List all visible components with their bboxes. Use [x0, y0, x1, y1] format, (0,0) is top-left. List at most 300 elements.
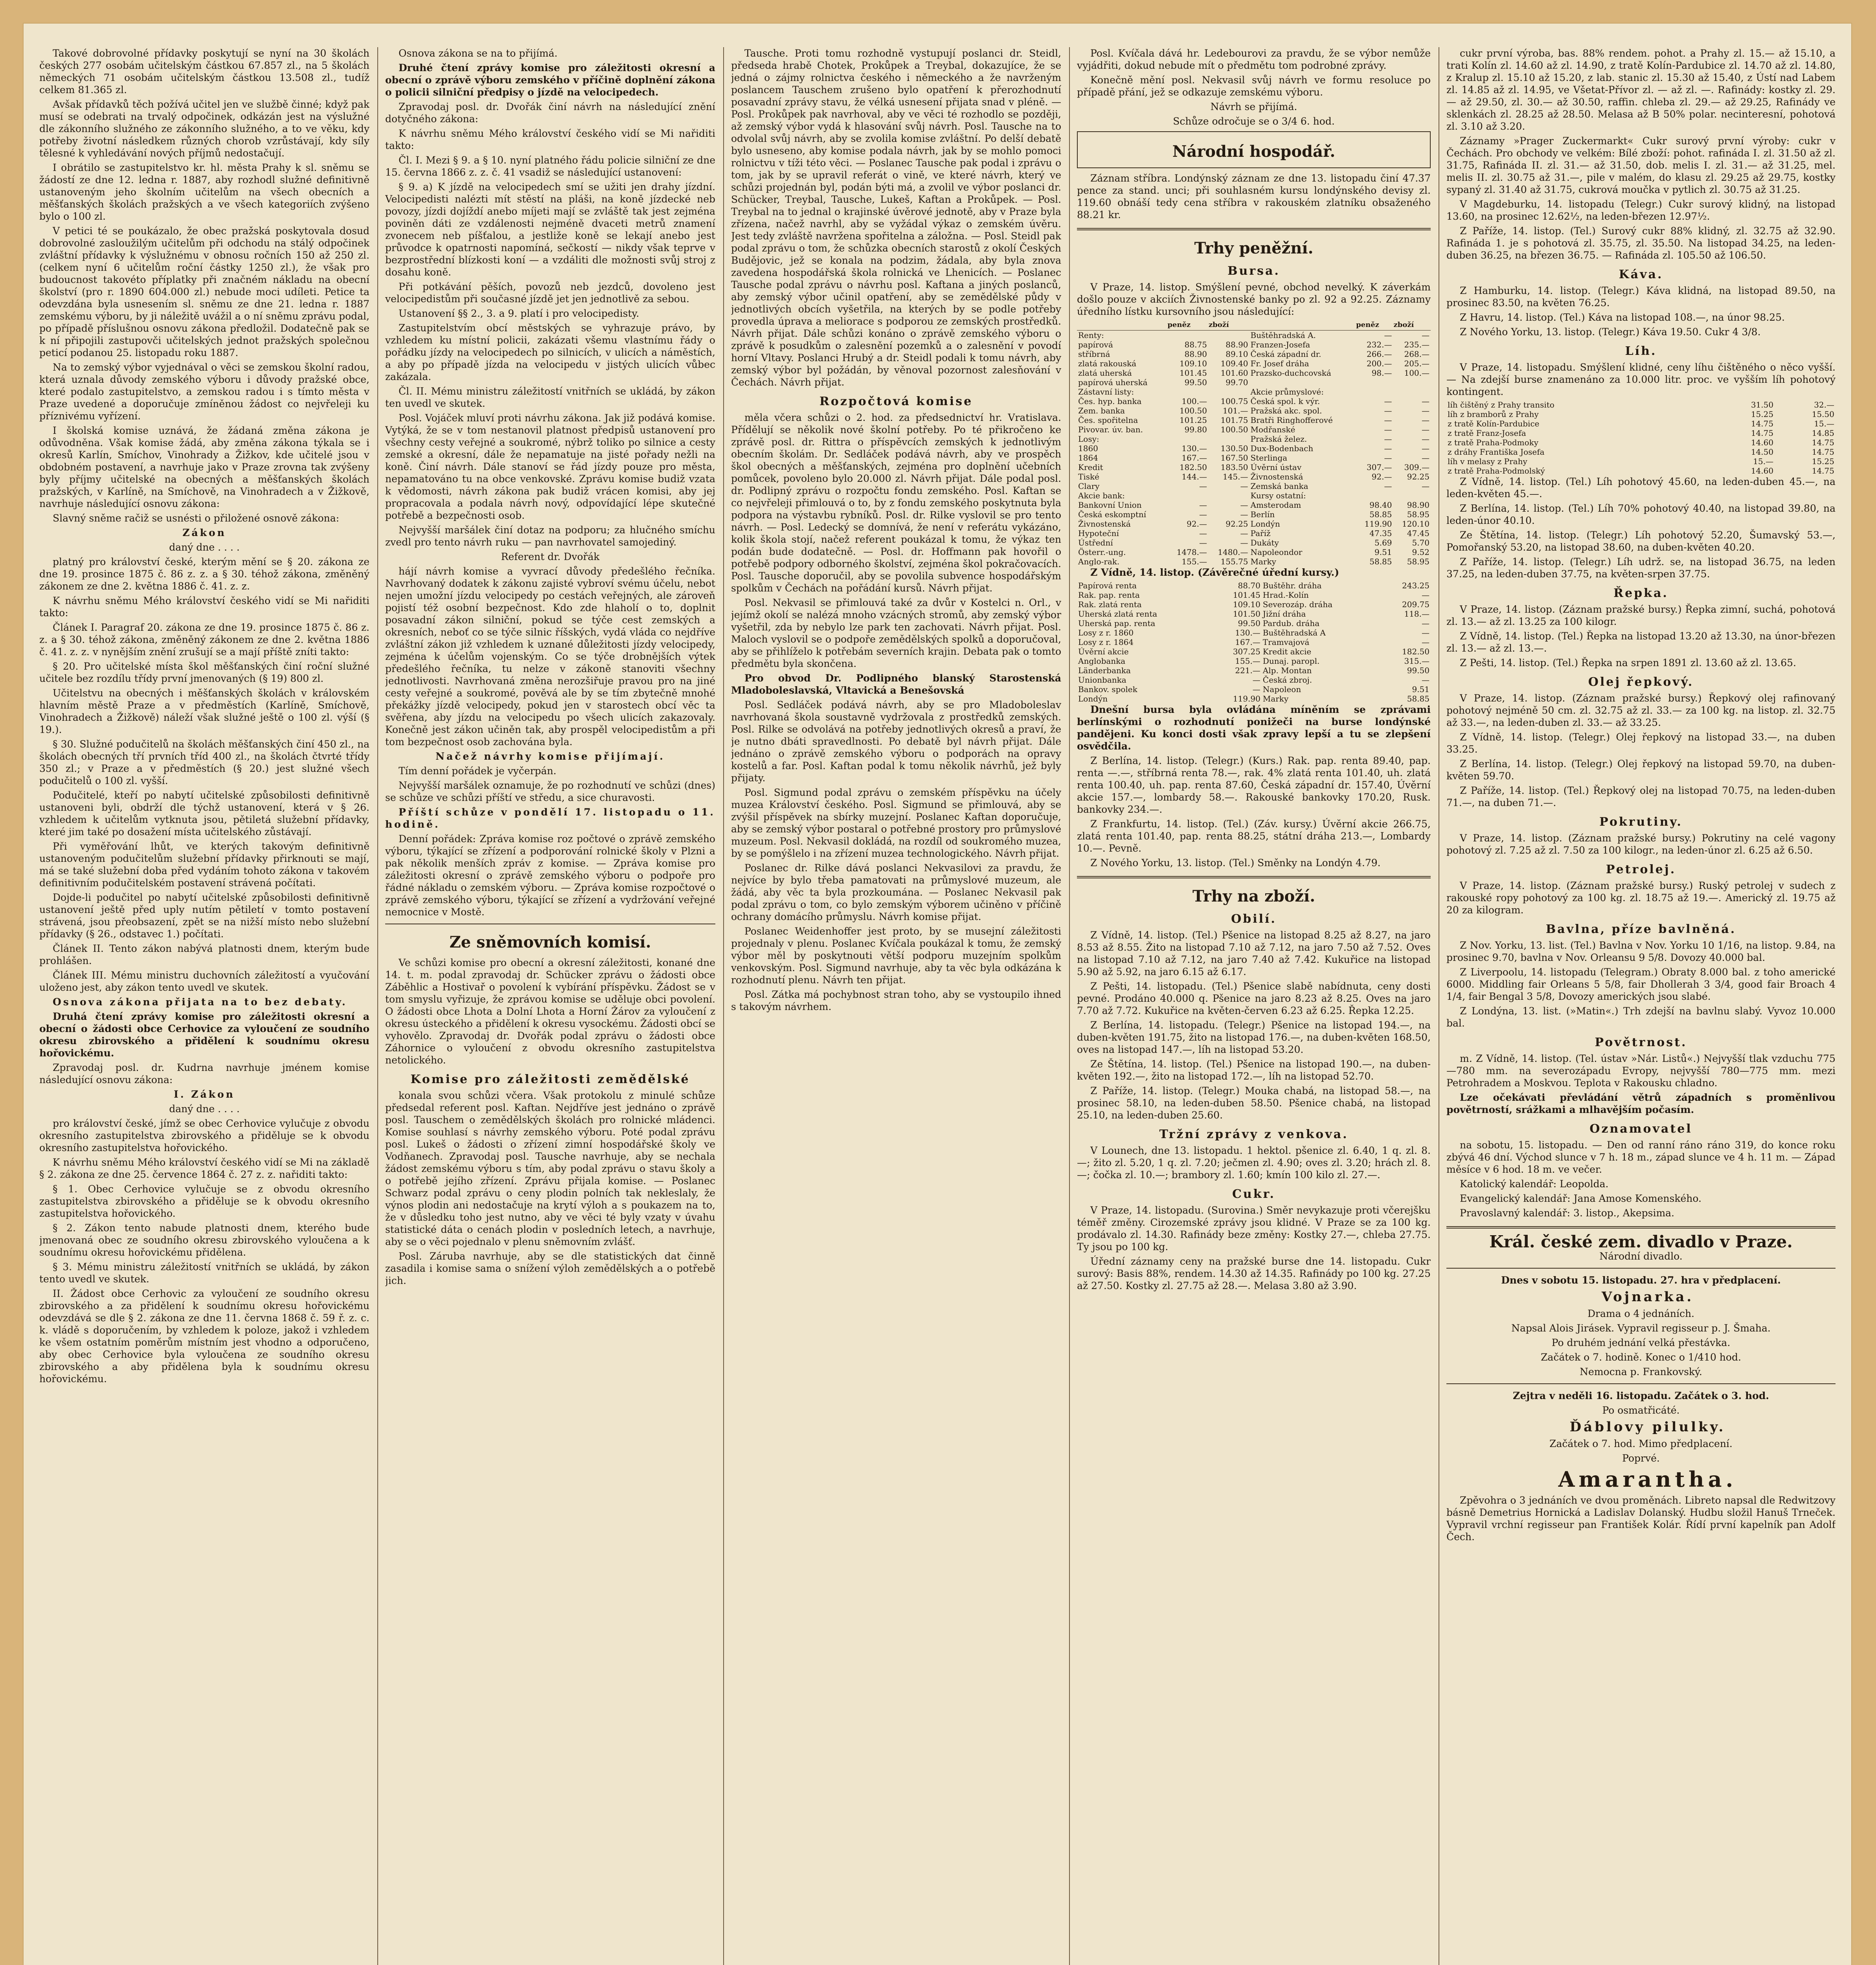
table-cell: —: [1240, 529, 1248, 538]
paragraph: Z Havru, 14. listop. (Tel.) Káva na listopad 108.—, na únor 98.25.: [1460, 312, 1785, 323]
table-row: [1446, 428, 1836, 438]
paragraph: Záznamy »Prager Zuckermarkt« Cukr surový první výroby: cukr v Čechách. Pro obchody ve velkém: Bílé zboží: pohot. rafináda I. zl. 31.50 až zl. 31.75, Rafináda II. zl. 31.— až 31.50, dob. melis I. zl. 31.— až 31.25, mel. melis II. zl. 30.75 až 31.—, pile v malém, do klasu zl. 29.25 až 29.75, kostky sypaný zl. 31.40 až 31.75, cukrová moučka v pytlich zl. 30.75 až 31.25.: [1446, 135, 1836, 195]
table-cell: 58.95: [1407, 510, 1430, 519]
table-cell: 47.45: [1407, 529, 1430, 538]
table-cell: 58.95: [1407, 557, 1430, 566]
subsection-heading: Cukr.: [1232, 1187, 1275, 1201]
table-cell: 5.69: [1374, 538, 1392, 547]
table-row: [1077, 600, 1431, 609]
table-row: [1446, 466, 1836, 476]
table-row: [1077, 349, 1431, 359]
table-row: [1446, 447, 1836, 457]
program-line: Drama o 4 jednáních.: [1587, 1308, 1694, 1319]
table-row: [1077, 685, 1431, 694]
table-cell: 32.—: [1814, 400, 1834, 410]
subsection-heading: Oznamovatel: [1589, 1122, 1692, 1136]
table-cell: 130.—: [1235, 628, 1260, 637]
section-heading: Národní hospodář.: [1172, 142, 1336, 161]
table-cell: 14.50: [1751, 447, 1774, 457]
table-cell: 58.85: [1407, 694, 1430, 703]
column-2: [385, 47, 715, 1965]
table-cell: Bankov. spolek: [1078, 685, 1137, 694]
column-1: [39, 47, 369, 1965]
table-cell: 15.—: [1814, 419, 1834, 428]
paragraph: Nejvyšší maršálek činí dotaz na podporu; za hlučného smíchu zvedl pro tento návrh ruku — pan navrhovatel samojediný.: [385, 524, 715, 548]
paragraph: Zastupitelstvím obcí městských se vyhrazuje právo, by vzhledem ku místní policii, zakázati všemu vlastnímu řády o pořádku jízdy na velocipedech po silnicích, v ulicích a náměstích, a aby po případě jízda na velocipedu v jistých ulicích vůbec zakázala.: [385, 322, 715, 382]
table-row: [1077, 472, 1431, 481]
table-cell: 15.—: [1753, 457, 1774, 466]
table-cell: zlatá rakouská: [1078, 359, 1137, 368]
table-cell: Londýn: [1078, 694, 1108, 703]
table-cell: 47.35: [1369, 529, 1392, 538]
paragraph: V Magdeburku, 14. listopadu (Telegr.) Cukr surový klidný, na listopad 13.60, na prosinec 12.62½, na leden-březen 12.97½.: [1446, 198, 1836, 222]
table-cell: 99.50: [1238, 619, 1260, 628]
table-cell: 155.75: [1220, 557, 1248, 566]
paragraph: Ze Štětína, 14. listop. (Telegr.) Líh pohotový 52.20, Šumavský 53.—, Pomořanský 53.20, na listopad 38.60, na duben-květen 40.20.: [1446, 529, 1836, 553]
table-row: [1077, 387, 1431, 397]
table-cell: —: [1384, 331, 1392, 340]
table-row: [1077, 581, 1431, 590]
table-cell: 101.25: [1179, 415, 1207, 425]
table-cell: 232.—: [1366, 340, 1392, 349]
table-cell: z tratě Praha-Podmolský: [1448, 466, 1545, 476]
subsection-heading: Tržní zprávy z venkova.: [1159, 1128, 1349, 1141]
table-cell: —: [1199, 500, 1207, 510]
theatre-heading: Král. české zem. divadlo v Praze.: [1489, 1232, 1793, 1251]
table-cell: [1356, 491, 1393, 500]
table-cell: Franzen-Josefa: [1250, 340, 1310, 349]
table-cell: 99.70: [1226, 378, 1248, 387]
subsection-heading: Olej řepkový.: [1588, 675, 1694, 689]
table-cell: 235.—: [1404, 340, 1430, 349]
section-heading: Trhy na zboží.: [1192, 887, 1316, 905]
table-cell: Živnostenská: [1078, 519, 1131, 529]
table-cell: —: [1422, 675, 1430, 685]
law-heading: Zákon: [182, 527, 226, 538]
table-row: [1077, 444, 1431, 453]
table-cell: Akcie průmyslové:: [1250, 387, 1324, 397]
table-header-cell: zboží: [1393, 320, 1431, 331]
table-cell: 155.—: [1235, 656, 1260, 666]
table-cell: 88.75: [1184, 340, 1207, 349]
table-cell: Česká eskomptní: [1078, 510, 1147, 519]
table-cell: 9.51: [1374, 547, 1392, 557]
vienna-rates-table: [1077, 581, 1431, 703]
table-cell: 14.75: [1812, 447, 1834, 457]
table-cell: [1249, 378, 1356, 387]
table-body: [1446, 400, 1836, 476]
table-cell: Buštěhr. dráha: [1262, 581, 1322, 590]
subsection-heading: Pokrutiny.: [1599, 815, 1683, 829]
table-cell: Bratři Ringhofferové: [1250, 415, 1333, 425]
paragraph: Posl. Kvíčala dává hr. Ledebourovi za pravdu, že se výbor nemůže vyjádřiti, dokud nebude mít o předmětu tom podrobné zprávy.: [1077, 48, 1431, 71]
play-title: Vojnarka.: [1601, 1289, 1694, 1305]
paragraph: Na to zemský výbor vyjednával o věci se zemskou školní radou, která uznala důvody zemského výboru i důvody pražské obce, které podalo zastupitelstvo, a zemskou radou i s tímto města v Praze uvedené a doporučuje zmíněnou žádost co nejvřeleji ku příznivému vyřízení.: [39, 362, 369, 422]
paragraph: Schůze odročuje se o 3/4 6. hod.: [1173, 116, 1335, 127]
paragraph: Slavný sněme račiž se usnésti o přiložené osnově zákona:: [53, 512, 340, 524]
paragraph: § 30. Služné podučitelů na školách měšťanských činí 450 zl., na školách obecných tří prvních tříd 400 zl., na školách čtvrté třídy 350 zl.; v Praze a v předměstích (§ 20.) jest služné všech podučitelů o 100 zl. vyšší.: [39, 738, 369, 786]
subsection-heading: Káva.: [1619, 268, 1663, 281]
subsection-heading: Komise pro záležitosti zemědělské: [410, 1072, 690, 1086]
paragraph: Konečně mění posl. Nekvasil svůj návrh ve formu resoluce po případě přání, jež se odkazuje zemskému výboru.: [1077, 74, 1431, 98]
table-cell: 167.—: [1181, 453, 1207, 463]
table-cell: Bankovní Union: [1078, 500, 1142, 510]
paragraph: Tausche. Proti tomu rozhodně vystupují poslanci dr. Steidl, předseda hrabě Chotek, Prokůpek a Treybal, dokazujíce, že se jedná o zájmy rolnictva českého i německého a že navrženým poslancem Tauschem zrušeno bylo opatření k přerozhodnutí posavadní zprávy stavu, že vélká usnesení přijata snad v pléně. — Posl. Prokůpek pak navrhoval, aby ve věci té rozhodlo se později, až zemský výbor vydá k hlasování svůj návrh. Posl. Tausche na to odvolal svůj návrh, aby se zvolila komise zvláštní. Po delší debatě bylo usneseno, aby komise podala návrh, jak by se mohlo pomoci rolnictvu v tíži této věci. — Poslanec Tausche pak podal i zprávu o tom, jak by se upravil referát o vině, ve které návrh, který ve schůzi projednán byl, podán býti má, a zvolil ve výbor poslanci dr. Schücker, Treybal, Tausche, Lukeš, Kaftan a Prokůpek. — Posl. Treybal na to jednal o krajinské úvěrové jednotě, aby v Praze byla zřízena, načež navrhl, aby se vyžádal výkaz o zemském úvěru. Jest tedy zvláště navržena spořitelna a záložna. — Posl. Steidl pak podal zprávu o tom, že schůzka obecních starostů z okolí Českých Budějovic, jež se konala na podzim, žádala, aby byla znova zavedena hospodářská škola rolnická ve Lhenicích. — Poslanec Tausche podal zprávu o návrhu posl. Kaftana a jiných poslanců, aby zemský výbor učinil opatření, aby se zemědělské půdy v jednotlivých obcích vyšetřila, na kterých by se podle potřeby provedla úprava a meliorace s podporou ze zemských prostředků. Návrh přijat. Dále schůzi konáno o zprávě zemského výboru o zprávě k posudkům o zalesnění pozemků a o zalesnění v povodí horní Vltavy. Poslanci Hrubý a dr. Steidl podali k tomu návrh, aby zemský výbor byl požádán, by věnoval pozornost zalesňování v Čechách. Návrh přijat.: [731, 48, 1061, 388]
table-cell: —: [1240, 481, 1248, 491]
column-5: [1446, 47, 1836, 1965]
table-row: [1077, 368, 1431, 378]
table-row: [1077, 331, 1431, 340]
paragraph: Ze Štětína, 14. listop. (Tel.) Pšenice na listopad 190.—, na duben-květen 192.—, žito na listopad 172.—, líh na listopad 52.70.: [1077, 1058, 1431, 1082]
paragraph: K návrhu sněmu Mého království českého vidí se Mi nařiditi takto:: [385, 128, 715, 151]
law-heading: I. Zákon: [174, 1089, 235, 1100]
table-cell: [1167, 434, 1208, 444]
paragraph: Osnova zákona se na to přijímá.: [399, 48, 558, 59]
paragraph: V Praze, 14. listop. (Záznam pražské bursy.) Pokrutiny na celé vagony pohotový zl. 7.25 až zl. 7.50 za 100 kilogr., na leden-únor zl. 6.25 až 6.50.: [1446, 832, 1836, 856]
table-cell: —: [1422, 619, 1430, 628]
table-cell: Buštěhradská A: [1262, 628, 1326, 637]
table-cell: 98.90: [1407, 500, 1430, 510]
table-cell: [1356, 387, 1393, 397]
paragraph: § 20. Pro učitelské místa škol měšťanských činí roční služné učitele bez rozdílu třídy první jmenovaných (§ 19) 800 zl.: [39, 661, 369, 684]
table-cell: Papírová renta: [1078, 581, 1137, 590]
paragraph: § 1. Obec Cerhovice vylučuje se z obvodu okresního zastupitelstva zbirovského a přiděluje se k obvodu okresního zastupitelstva hořovického.: [39, 1183, 369, 1219]
paragraph: § 9. a) K jízdě na velocipedech smí se užiti jen drahy jízdní. Velocipedisti nalézti mít stěstí na pláši, na koně jízdecké neb povozy, jízdi dojíždí anebo míjeti mají se zvláště tak jest zejména poviněn dáti ze vzdálenosti nejméně dvaceti metrů znamení zvonecem neb píšťalou, a jestliže koně se lekají anebo jest průvodce k opatrnosti napomíná, sečkostí — nikdy však teprve v bezprostřední blízkosti koní — a vzdáliti dle možnosti svůj stroj z dosahu koně.: [385, 181, 715, 278]
table-cell: Modřanské: [1250, 425, 1295, 434]
table-cell: [1356, 378, 1393, 387]
table-row: [1077, 463, 1431, 472]
paragraph: Osnova zákona přijata na to bez debaty.: [53, 996, 347, 1008]
speaker-heading: Referent dr. Dvořák: [501, 551, 600, 562]
paragraph: Při vyměřování lhůt, ve kterých takovým definitivně ustanoveným podučitelům služební přídavky přirknouti se mají, má se také služební doba před vydáním tohoto zákona v takovém definitivním podučitelském postavení strávená počítati.: [39, 841, 369, 889]
table-cell: 315.—: [1404, 656, 1430, 666]
paragraph: Posl. Nekvasil se přimlouvá také za dvůr v Kostelci n. Orl., v jejímž okolí se nalézá mnoho vzácných stromů, aby zemský výbor vyšetřil, zda by nebylo lze park ten zachovati. Návrh přijat. Posl. Maloch vyslovil se o podpoře zemědělských spolků a doporučoval, aby se přihlíželo k potřebám severních krajin. Debata pak o tomto předmětu byla skončena.: [731, 597, 1061, 669]
table-row: [1446, 410, 1836, 419]
theatre-subheading: Národní divadlo.: [1599, 1251, 1683, 1262]
table-row: [1077, 675, 1431, 685]
table-cell: Úvěrní ústav: [1250, 463, 1302, 472]
column-divider: [1069, 47, 1070, 1965]
program-line: Poprvé.: [1622, 1453, 1660, 1464]
section-heading: Trhy peněžní.: [1194, 239, 1314, 257]
table-cell: 88.90: [1226, 340, 1248, 349]
table-cell: 266.—: [1366, 349, 1392, 359]
table-header-cell: peněz: [1167, 320, 1208, 331]
table-cell: 89.10: [1226, 349, 1248, 359]
table-cell: 14.60: [1751, 438, 1774, 447]
paragraph: hájí návrh komise a vyvrací důvody předešlého řečníka. Navrhovaný dodatek k zákonu zajisté vybroví svému účelu, nebot nejen umožní jízdu velocipedy po cestách veřejných, ale zároveň pojistí též osobní bezpečnost. Kdo zde hlaholí o to, doplnit posavadní zákon silniční, pokud se týče cest zemských a okresních, neboť co se týče silnic říšských, vydá vláda co nejdříve zvláštní zákon již vzhledem k uznané důležitosti jízdy velocipedy, zejména k účelům vojenským. Co se týče drobnějších výtek předešlého řečníka, tu nelze v zákoně stanoviti všechny jednotlivosti. Navrhovaná změna nerozšiřuje pravou pro na jiné cesty veřejné a soukromé, pověvá ale by se tím zbytečně mnohé překážky jízdě velocipedy, pokud jen v starostech obcí věc ta svěřena, aby jízdu na velocipedu po všech ulicích zakazovaly. Konečně jest zákon učiněn tak, aby prospěl velocipedistům a při tom bezpečnost osob zachována byla.: [385, 566, 715, 747]
table-cell: Renty:: [1078, 331, 1104, 340]
table-cell: 98.40: [1369, 500, 1392, 510]
program-line: Napsal Alois Jirásek. Vypravil regisseur p. J. Šmaha.: [1511, 1322, 1771, 1334]
table-cell: —: [1384, 425, 1392, 434]
column-divider: [377, 47, 378, 1965]
table-row: [1077, 609, 1431, 619]
paragraph: Čl. I. Mezi § 9. a § 10. nyní platného řádu policie silniční ze dne 15. června 1866 z. z. č. 41 vsadiž se následující ustanovení:: [385, 154, 715, 178]
paragraph: V petici té se poukázalo, že obec pražská poskytovala dosud dobrovolné zasloužilým učitelům při odchodu na stálý odpočinek zvláštní přídavky k výslužnému v obnosu ročních 150 až 250 zl. (celkem nyní 6 učitelům roční částky 1250 zl.), že však pro budoucnost takovéto příplatky při značném nákladu na obecní školství (pro r. 1890 604.000 zl.) nebude moci udíleti. Petice ta odevzdána byla usnesením sl. sněmu ze dne 21. ledna r. 1887 zemskému výboru, by ji náležitě uvážil a o ní sněmu zprávu podal, po případě příslušnou osnovu zákona předložil. Dodatečně pak se k ní připojili zastupovči učitelských jednot pražských společnou peticí podanou 25. listopadu roku 1887.: [39, 225, 369, 358]
table-cell: Amsterodam: [1250, 500, 1301, 510]
paragraph: měla včera schůzi o 2. hod. za předsednictví hr. Vratislava. Přídělují se několik nové školní potřeby. Po té přikročeno ke zprávě posl. dr. Rittra o příspěvcích zemských k jednotlivým obecním školám. Dr. Sedláček podává návrh, aby ve prospěch škol obecných a měšťanských, zejména pro doplnění učebních pomůcek, povoleno bylo 20.000 zl. Návrh přijat. Dále podal posl. dr. Podlipný zprávu o rozpočtu fondu zemského. Posl. Kaftan se co nejvřeleji přimlouvá o to, by z fondu zemského poskytnuta byla podpora na výstavbu rybníků. Posl. dr. Rilke vyslovil se pro tento návrh. — Posl. Ledecký se domnívá, že není v referátu vykázáno, kolik škola stojí, načež referent poukázal k tomu, že výkaz ten podán bude dodatečně. — Posl. dr. Hoffmann pak hovořil o potřebě podpory odborného školství, zejména škol pokračovacích. Posl. Tausche doporučil, aby se povolila subvence hospodářským spolkům v Čechách na pořádání kursů. Návrh přijat.: [731, 412, 1061, 594]
paragraph: Podučitelé, kteří po nabytí učitelské způsobilosti definitivně ustanoveni byli, obdrží dle týchž ustanovení, která v § 26. vzhledem k učitelům vytknuta jsou, pětiletá služební přídavky, které jim také po dosažení místa učitelského zůstávají.: [39, 790, 369, 837]
spirits-prices-table: [1446, 400, 1836, 476]
table-cell: —: [1422, 331, 1430, 340]
paragraph: Posl. Vojáček mluví proti návrhu zákona. Jak již podává komise. Vytýká, že se v tom nestanovil platnost předpisů ustanovení pro všechny cesty veřejné a soukromé, nýbrž toliko po silnice a cesty zemské a okresní, dále že nepamatuje na jisté pořady nežli na koně. Činí návrh. Dále stanoví se řád jízdy pouze pro města, nepamatováno tu na obce venkovské. Zprávu komise budiž vzata k vědomosti, návrh zákona pak budiž vrácen komisi, aby jej propracovala a podala návrh nový, odpovídající lépe skutečné potřebě a bezpečnosti osob.: [385, 412, 715, 521]
paragraph: Ustanovení §§ 2., 3. a 9. platí i pro velocipedisty.: [399, 308, 639, 319]
paragraph: Posl. Sigmund podal zprávu o zemském příspěvku na účely muzea Království českého. Posl. Sigmund se přimlouvá, aby se zvýšil příspěvek na sbírky muzejní. Poslanec Kaftan doporučuje, aby se zemský výbor postaral o potřebné prostory pro průmyslové muzeum. Posl. Nekvasil dokládá, na rozdíl od soukromého muzea, by se pomýšlelo i na zřízení muzea technologického. Návrh přijat.: [731, 787, 1061, 859]
table-cell: 98.—: [1371, 368, 1392, 378]
paragraph: daný dne . . . .: [169, 542, 240, 553]
table-cell: Pivovar. úv. ban.: [1078, 425, 1143, 434]
paragraph: Druhé čtení zprávy komise pro záležitosti okresní a obecní o zprávě výboru zemského v příčině doplnění zákona o policii silniční předpisy o jízdě na velocipedech.: [385, 62, 715, 98]
paragraph: Z Nového Yorku, 13. listop. (Telegr.) Káva 19.50. Cukr 4 3/8.: [1460, 326, 1761, 338]
table-cell: Pražská želez.: [1250, 434, 1307, 444]
table-cell: Ústřední: [1078, 538, 1113, 547]
table-cell: 58.85: [1369, 510, 1392, 519]
table-cell: líh čištěný z Prahy transito: [1448, 400, 1554, 410]
table-cell: —: [1252, 685, 1260, 694]
table-cell: Alp. Montan: [1262, 666, 1312, 675]
table-cell: Unionbanka: [1078, 675, 1126, 685]
paragraph: Z Vídně, 14. listop. (Tel.) Řepka na listopad 13.20 až 13.30, na únor-březen zl. 13.— až zl. 13.—.: [1446, 630, 1836, 654]
table-cell: 88.90: [1184, 349, 1207, 359]
table-cell: —: [1422, 481, 1430, 491]
table-row: [1077, 656, 1431, 666]
paragraph: K návrhu sněmu Mého království českého vidí se Mi na základě § 2. zákona ze dne 25. července 1864 č. 27 z. z. nařiditi takto:: [39, 1157, 369, 1180]
table-cell: 109.10: [1179, 359, 1207, 368]
table-cell: líh v melasy z Prahy: [1448, 457, 1527, 466]
paragraph: Při potkávání pěších, povozů neb jezdců, dovoleno jest velocipedistům při současné jízdě jet jen jednotlivě za sebou.: [385, 281, 715, 305]
table-cell: 9.52: [1412, 547, 1430, 557]
table-cell: [1167, 491, 1208, 500]
program-line: Začátek o 7. hodině. Konec o 1/410 hod.: [1541, 1352, 1741, 1363]
paragraph: Z Frankfurtu, 14. listop. (Tel.) (Záv. kursy.) Úvěrní akcie 266.75, zlatá renta 101.40, pap. renta 88.25, státní dráha 213.—, Lombardy 10.—. Pevně.: [1077, 818, 1431, 854]
table-cell: Napoleon: [1262, 685, 1301, 694]
paragraph: Poslanec dr. Rilke dává poslanci Nekvasilovi za pravdu, že nejvíce by bylo třeba pamatovati na průmyslové muzeum, ale žádá, aby věc ta byla prozkoumána. — Poslanec Nekvasil pak podal zprávu o tom, co bylo zemským výborem učiněno v příčině ochrany domácího průmyslu. Návrh komise přijat.: [731, 862, 1061, 922]
table-cell: Kursy ostatní:: [1250, 491, 1306, 500]
paragraph: Lze očekávati převládání větrů západních s proměnlivou povětrností, srážkami a mlhavějším počasím.: [1446, 1092, 1836, 1115]
table-row: [1077, 557, 1431, 566]
table-cell: [1167, 387, 1208, 397]
table-cell: Kredit akcie: [1262, 647, 1312, 656]
table-cell: z tratě Franz-Josefa: [1448, 428, 1526, 438]
table-cell: 15.50: [1812, 410, 1834, 419]
table-cell: —: [1384, 397, 1392, 406]
table-cell: 14.75: [1812, 466, 1834, 476]
table-cell: 155.—: [1181, 557, 1207, 566]
table-row: [1077, 647, 1431, 656]
table-cell: —: [1422, 434, 1430, 444]
paragraph: Načež návrhy komise přijímají.: [435, 751, 665, 762]
table-row: [1077, 378, 1431, 387]
table-row: [1077, 619, 1431, 628]
table-cell: 15.25: [1812, 457, 1834, 466]
table-cell: 1860: [1078, 444, 1098, 453]
table-cell: Severozáp. dráha: [1262, 600, 1333, 609]
table-row: [1077, 666, 1431, 675]
column-3: [731, 47, 1061, 1965]
table-cell: 99.50: [1407, 666, 1430, 675]
table-cell: —: [1384, 481, 1392, 491]
paragraph: Z Vídně, 14. listop. (Závěrečné úřední kursy.): [1090, 567, 1339, 578]
column-divider: [723, 47, 724, 1965]
paragraph: konala svou schůzi včera. Však protokolu z minulé schůze předsedal referent posl. Kaftan. Nejdříve jest jednáno o zprávě posl. Tauschem o zemědělských školách pro rolnické mládenci. Komise souhlasí s návrhy zemského výboru. Poté podal zprávu posl. Lukeš o žádosti o zřízení zimní hospodářské školy ve Vodňanech. Zpravodaj posl. Tausche navrhuje, aby se nechala žádost zemskému výboru s tím, aby podal zprávu o stavu školy a o potřebě jejího zřízení. Zprávu přijala komise. — Poslanec Schwarz podal zprávu o ceny plodin polních tak nekleslaly, že výnos plodin ani nedostačuje na krytí výloh a s poukazem na to, že v důsledku toho jest nutno, aby ve věci té byly vzaty v úvahu statistické dáta o cenách plodin v posledních letech, a navrhuje, aby se o věci pojednalo v plenu sněmovním zvlášť.: [385, 1090, 715, 1247]
table-cell: Clary: [1078, 481, 1100, 491]
table-row: [1077, 628, 1431, 637]
divider: [1077, 228, 1431, 230]
table-cell: 221.—: [1235, 666, 1260, 675]
table-cell: 183.50: [1220, 463, 1248, 472]
column-4: [1077, 47, 1431, 1965]
table-cell: z tratě Kolín-Pardubice: [1448, 419, 1540, 428]
table-cell: 167.—: [1235, 637, 1260, 647]
subsection-heading: Bavlna, příze bavlněná.: [1545, 922, 1736, 936]
paragraph: Pro obvod Dr. Podlipného blanský Starostenská Mladoboleslavská, Vltavická a Benešovská: [731, 672, 1061, 696]
table-cell: 118.—: [1404, 609, 1430, 619]
table-cell: [1208, 491, 1249, 500]
paragraph: Z Paříže, 14. listop. (Tel.) Surový cukr 88% klidný, zl. 32.75 až 32.90. Rafináda 1. je s pohotová zl. 35.75, zl. 35.50. Na listopad 34.25, na leden-duben 36.25, na březen 36.75. — Rafináda zl. 105.50 až 106.50.: [1446, 225, 1836, 261]
table-cell: 31.50: [1751, 400, 1774, 410]
subsection-heading: Rozpočtová komise: [819, 395, 973, 408]
paragraph: Nejvyšší maršálek oznamuje, že po rozhodnutí ve schůzi (dnes) se schůze ve schůzi příští ve středu, a sice churavosti.: [385, 780, 715, 803]
paragraph: Z Paříže, 14. listop. (Telegr.) Mouka chabá, na listopad 58.—, na prosinec 58.10, na leden-duben 58.50. Pšenice chabá, na listopad 25.10, na leden-duben 25.60.: [1077, 1085, 1431, 1121]
program-line: Dnes v sobotu 15. listopadu. 27. hra v předplacení.: [1501, 1274, 1781, 1286]
table-cell: 99.50: [1184, 378, 1207, 387]
paragraph: Z Vídně, 14. listop. (Tel.) Pšenice na listopad 8.25 až 8.27, na jaro 8.53 až 8.55. Žito na listopad 7.10 až 7.12, na jaro 7.50 až 7.52. Oves na listopad 7.10 až 7.12, na jaro 7.40 až 7.42. Kukuřice na listopad 5.90 až 5.92, na jaro 6.15 až 6.17.: [1077, 929, 1431, 977]
table-cell: —: [1422, 444, 1430, 453]
table-cell: 15.25: [1751, 410, 1774, 419]
table-cell: [1208, 387, 1249, 397]
table-row: [1077, 491, 1431, 500]
paragraph: Zpravodaj posl. dr. Kudrna navrhuje jménem komise následující osnovu zákona:: [39, 1062, 369, 1085]
program-line: Nemocna p. Frankovský.: [1580, 1366, 1702, 1377]
table-cell: Länderbanka: [1078, 666, 1131, 675]
table-cell: stříbrná: [1078, 349, 1110, 359]
table-cell: 144.—: [1181, 472, 1207, 481]
paragraph: Článek II. Tento zákon nabývá platnosti dnem, kterým bude prohlášen.: [39, 943, 369, 966]
paragraph: Učitelstvu na obecných i měšťanských školách v královském hlavním městě Praze a v předměstích (Karlíně, Smíchově, Vinohradech a Žižkově) náleží však služné ještě o 100 zl. výší (§ 19.).: [39, 687, 369, 735]
table-cell: 205.—: [1404, 359, 1430, 368]
table-cell: 100.50: [1179, 406, 1207, 415]
subsection-heading: Obilí.: [1231, 912, 1277, 926]
section-heading: Ze sněmovních komisí.: [449, 933, 651, 951]
table-cell: 5.70: [1412, 538, 1430, 547]
table-cell: 307.25: [1233, 647, 1260, 656]
paragraph: Takové dobrovolné přídavky poskytují se nyní na 30 školách českých 277 osobám učitelským částkou 67.857 zl., na 5 školách německých 71 osobám učitelským částkou 13.508 zl., tudíž celkem 81.365 zl.: [39, 48, 369, 95]
table-cell: Česká spol. k výr.: [1250, 397, 1320, 406]
paragraph: Z Pešti, 14. listopadu. (Tel.) Pšenice slabě nabídnuta, ceny dosti pevné. Prodáno 40.000 q. Pšenice na jaro 8.23 až 8.25. Oves na jaro 7.70 až 7.72. Kukuřice na květen-červen 6.23 až 6.25. Řepka 12.25.: [1077, 981, 1431, 1016]
paragraph: Článek I. Paragraf 20. zákona ze dne 19. prosince 1875 č. 86 z. z. a § 30. téhož zákona, změněný zákonem ze dne 2. května 1886 č. 41. z. z. v nynějším znění zrušují se a mají příště zníti takto:: [39, 622, 369, 657]
paragraph: Čl. II. Mému ministru záležitostí vnitřních se ukládá, by zákon ten uvedl ve skutek.: [385, 386, 715, 409]
table-cell: [1208, 434, 1249, 444]
paragraph: Zpravodaj posl. dr. Dvořák činí návrh na následující znění dotyčného zákona:: [385, 101, 715, 125]
table-cell: Hrad.-Kolín: [1262, 590, 1309, 600]
table-cell: Uherská pap. renta: [1078, 619, 1156, 628]
paragraph: Z Nového Yorku, 13. listop. (Tel.) Směnky na Londýn 4.79.: [1090, 857, 1381, 869]
table-cell: 101.60: [1220, 368, 1248, 378]
table-cell: 119.90: [1364, 519, 1392, 529]
paragraph: V Praze, 14. listopadu. Smýšlení klidné, ceny líhu čištěného o něco vyšší. — Na zdejší burse znamenáno za 10.000 litr. proc. ve vyšším líh pohotový kontingent.: [1446, 362, 1836, 397]
table-row: [1077, 359, 1431, 368]
paragraph: Posl. Záruba navrhuje, aby se dle statistických dat činně zasadila i komise sama o snížení výloh zemědělských a o potřebě jich.: [385, 1251, 715, 1286]
table-cell: 101.45: [1233, 590, 1260, 600]
table-cell: 130.50: [1220, 444, 1248, 453]
paragraph: Z Berlína, 14. listop. (Tel.) Líh 70% pohotový 40.40, na listopad 39.80, na leden-únor 40.10.: [1446, 503, 1836, 526]
table-cell: Paříž: [1250, 529, 1271, 538]
table-body: [1077, 331, 1431, 567]
table-cell: —: [1240, 510, 1248, 519]
table-header-cell: zboží: [1208, 320, 1249, 331]
table-cell: Anglo-rak.: [1078, 557, 1120, 566]
table-header-cell: [1249, 320, 1356, 331]
paragraph: Denní pořádek: Zpráva komise roz počtové o zprávě zemského výboru, týkající se zřízení a podporování rolnické školy v Plzni a pak několik menších zpráv z komise. — Zpráva komise pro záležitosti okresní o zprávě zemského výboru o podpoře pro řádné nákladu o zemském výboru. — Zpráva komise rozpočtové o zprávě zemského výboru, týkající se zřízení a vydržování veřejné nemocnice v Mostě.: [385, 833, 715, 918]
paragraph: Posl. Zátka má pochybnost stran toho, aby se vystoupilo ihned s takovým návrhem.: [731, 989, 1061, 1012]
table-cell: Akcie bank:: [1078, 491, 1125, 500]
table-cell: Tramvajová: [1262, 637, 1310, 647]
paragraph: II. Žádost obce Cerhovic za vyloučení ze soudního okresu zbirovského a za přidělení k soudnímu okresu hořovickému odevzdává se dle § 2. zákona ze dne 11. června 1868 č. 59 ř. z. c. k. vládě s doporučením, by vzhledem k poloze, jakož i vzhledem ke všem ostatním poměrům místním jest vhodno a odporučeno, aby obec Cerhovice byla vyloučena ze soudního okresu zbirovského a aby přidělena byla k soudnímu okresu hořovickému.: [39, 1288, 369, 1385]
subsection-heading: Petrolej.: [1606, 863, 1676, 876]
paragraph: Posl. Sedláček podává návrh, aby se pro Mladoboleslav navrhovaná škola soustavně vydržovala z prostředků zemských. Posl. Rilke se odvolává na potřeby jednotlivých okresů a praví, že je nutno dbáti spravedlnosti. Po debatě byl návrh přijat. Dále jednáno o zprávě zemského výboru o podporách na opravy kostelů a far. Posl. Kaftan podal k tomu několik návrhů, jež byly přijaty.: [731, 699, 1061, 784]
table-cell: [1393, 378, 1431, 387]
paragraph: V Praze, 14. listop. Smýšlení pevné, obchod nevelký. K záverkám došlo pouze v akciích Živnostenské banky po zl. 92 a 92.25. Záznamy úředního lístku kursovního jsou následující:: [1077, 281, 1431, 317]
table-cell: Zem. banka: [1078, 406, 1125, 415]
table-cell: Napoleondor: [1250, 547, 1303, 557]
table-cell: 14.75: [1751, 419, 1774, 428]
table-cell: Prazsko-duchcovská: [1250, 368, 1331, 378]
table-header-cell: peněz: [1356, 320, 1393, 331]
paragraph: Z Pešti, 14. listop. (Tel.) Řepka na srpen 1891 zl. 13.60 až zl. 13.65.: [1460, 657, 1796, 668]
table-cell: —: [1240, 538, 1248, 547]
table-row: [1077, 453, 1431, 463]
table-cell: —: [1422, 415, 1430, 425]
table-cell: Čes. hyp. banka: [1078, 397, 1142, 406]
table-cell: [1167, 331, 1208, 340]
paragraph: Z Berlína, 14. listopadu. (Telegr.) Pšenice na listopad 194.—, na duben-květen 191.75, žito na listopad 176.—, na duben-květen 168.50, oves na listopad 147.—, líh na listopad 53.20.: [1077, 1019, 1431, 1055]
paragraph: Z Berlína, 14. listop. (Telegr.) (Kurs.) Rak. pap. renta 89.40, pap. renta —.—, stříbrná renta 78.—, rak. 4% zlatá renta 101.40, uh. zlatá renta 100.40, uh. pap. renta 87.60, Česká západní dr. 157.40, Úvěrní akcie 157.—, lombardy 58.—. Rakouské bankovky 170.20, Rusk. bankovky 234.—.: [1077, 755, 1431, 815]
table-cell: 101.50: [1233, 609, 1260, 619]
subsection-heading: Bursa.: [1227, 264, 1280, 278]
program-line: Po osmatřicáté.: [1602, 1405, 1680, 1416]
table-cell: Rak. pap. renta: [1078, 590, 1140, 600]
paragraph: Z Londýna, 13. list. (»Matin«.) Trh zdejší na bavlnu slabý. Vyvoz 10.000 bal.: [1446, 1005, 1836, 1029]
table-cell: 92.—: [1187, 519, 1207, 529]
table-cell: [1393, 387, 1431, 397]
table-cell: Losy z r. 1860: [1078, 628, 1134, 637]
divider: [1446, 1268, 1836, 1269]
table-row: [1077, 425, 1431, 434]
table-row: [1077, 406, 1431, 415]
table-cell: Pardub. dráha: [1262, 619, 1320, 628]
table-cell: Pražská akc. spol.: [1250, 406, 1322, 415]
table-cell: [1208, 331, 1249, 340]
table-cell: 268.—: [1404, 349, 1430, 359]
table-cell: Londýn: [1250, 519, 1280, 529]
table-row: [1446, 400, 1836, 410]
table-cell: 101.75: [1220, 415, 1248, 425]
paragraph: Z Paříže, 14. listop. (Telegr.) Líh udrž. se, na listopad 36.75, na leden 37.25, na leden-duben 37.75, na květen-srpen 37.75.: [1446, 556, 1836, 580]
table-cell: 101.—: [1223, 406, 1248, 415]
table-cell: Živnostenská: [1250, 472, 1303, 481]
paragraph: Z Nov. Yorku, 13. list. (Tel.) Bavlna v Nov. Yorku 10 1/16, na listop. 9.84, na prosinec 9.70, bavlna v Nov. Orleansu 9 5/8. Dovozy 40.000 bal.: [1446, 940, 1836, 963]
table-row: [1077, 637, 1431, 647]
table-cell: 130.—: [1181, 444, 1207, 453]
theatre-listing: [1446, 1232, 1836, 1543]
table-cell: —: [1384, 444, 1392, 453]
program-line: Zpěvohra o 3 jednáních ve dvou proměnách. Libreto napsal dle Redwitzovy básně Demetrius Hornická a Ladislav Dolanský. Hudbu složil Hanuš Trneček. Vypravil vrchní regisseur pan František Kolár. Řídí první kapelník pan Adolf Čech.: [1446, 1495, 1836, 1543]
divider: [1446, 1226, 1836, 1229]
table-cell: —: [1422, 637, 1430, 647]
table-row: [1446, 438, 1836, 447]
paragraph: V Praze, 14. listop. (Záznam pražské bursy.) Ruský petrolej v sudech z rakouské ropy pohotový za 100 kg. zl. 18.75 až 19.—. Americký zl. 19.75 až 20 za kilogram.: [1446, 880, 1836, 916]
